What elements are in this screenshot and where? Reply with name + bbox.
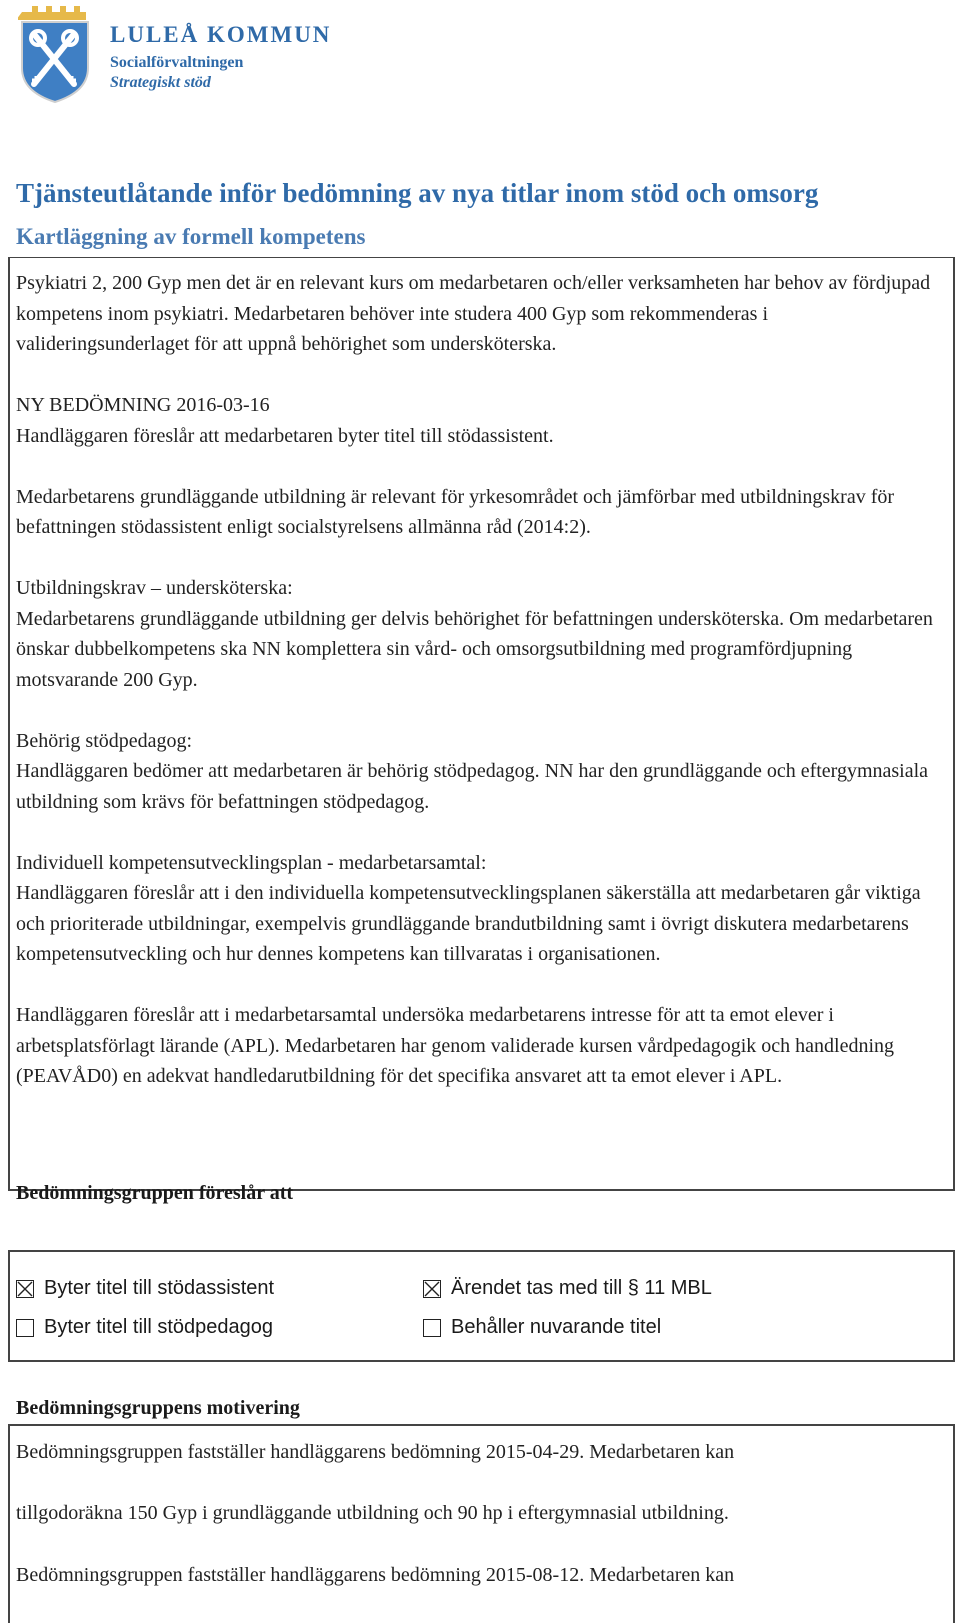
heading-training-requirements: Utbildningskrav – undersköterska: <box>16 577 293 599</box>
assessment-text <box>16 268 946 1122</box>
paragraph-relevance: Medarbetarens grundläggande utbildning är relevant för yrkesområdet och jämförbar med utbildningskrav för befattningen stödassistent enligt socialstyrelsens allmänna råd (2014:2). <box>16 485 895 538</box>
heading-development-plan: Individuell kompetensutvecklingsplan - medarbetarsamtal: <box>16 851 487 874</box>
motivation-line: Bedömningsgruppen fastställer handläggarens bedömning 2015-08-12. Medarbetaren kan <box>16 1564 735 1586</box>
option-keep-title[interactable] <box>423 1316 661 1339</box>
department-name: Socialförvaltningen <box>110 54 244 71</box>
motivation-heading: Bedömningsgruppens motivering <box>16 1397 300 1419</box>
proposal-checkbox-box <box>8 1250 955 1362</box>
document-title: Tjänsteutlåtande inför bedömning av nya titlar inom stöd och omsorg <box>16 178 819 208</box>
paragraph-qualified-pedagogue: Handläggaren bedömer att medarbetaren är behörig stödpedagog. NN har den grundläggande och eftergymnasiala utbildning som krävs för befattningen stödpedagog. <box>16 760 929 813</box>
option-label: Byter titel till stödassistent <box>44 1277 275 1299</box>
org-name: LULEÅ KOMMUN <box>110 22 332 47</box>
unit-name: Strategiskt stöd <box>110 74 211 91</box>
paragraph-development-plan: Handläggaren föreslår att i den individuella kompetensutvecklingsplanen säkerställa att medarbetaren går viktiga och prioriterade utbildningar, exempelvis grundläggande brandutbildning samt i övrigt diskutera medarbetarens kompetensutveckling och hur dennes kompetens kan tillvaratas i organisationen. <box>16 882 921 965</box>
option-label: Byter titel till stödpedagog <box>44 1316 274 1338</box>
organization-header <box>110 22 331 92</box>
checkbox-checked-icon[interactable] <box>423 1280 441 1298</box>
paragraph-proposal: Handläggaren föreslår att medarbetaren byter titel till stödassistent. <box>16 424 554 447</box>
option-mbl[interactable] <box>423 1277 712 1300</box>
paragraph-nurse-assistant: Medarbetarens grundläggande utbildning ger delvis behörighet för befattningen undersköterska. Om medarbetaren önskar dubbelkompetens ska NN komplettera sin vård- och omsorgsutbildning med programfördjupning motsvarande 200 Gyp. <box>16 607 933 691</box>
proposal-heading: Bedömningsgruppen föreslår att <box>16 1182 294 1204</box>
paragraph-psychiatry: Psykiatri 2, 200 Gyp men det är en relevant kurs om medarbetaren och/eller verksamheten har behov av fördjupad kompetens inom psykiatri. Medarbetaren behöver inte studera 400 Gyp som rekommenderas i valideringsunderlaget för att uppnå behörighet som undersköterska. <box>16 272 931 355</box>
option-stodpedagog[interactable] <box>16 1316 273 1339</box>
checkbox-unchecked-icon[interactable] <box>423 1319 441 1337</box>
checkbox-unchecked-icon[interactable] <box>16 1319 34 1337</box>
option-label: Behåller nuvarande titel <box>451 1316 662 1338</box>
option-label: Ärendet tas med till § 11 MBL <box>451 1277 712 1299</box>
new-assessment-date: NY BEDÖMNING 2016-03-16 <box>16 394 270 416</box>
paragraph-apl: Handläggaren föreslår att i medarbetarsamtal undersöka medarbetarens intresse för att ta emot elever i arbetsplatsförlagt lärande (APL). Medarbetaren har genom validerade kursen vårdpedagogik och handledning (PEAVÅD0) en adekvat handledarutbildning för det specifika ansvaret att ta emot elever i APL. <box>16 1004 894 1087</box>
motivation-line: tillgodoräkna 150 Gyp i grundläggande utbildning och 90 hp i eftergymnasial utbildning. <box>16 1502 729 1524</box>
municipality-coat-of-arms-logo <box>18 4 90 104</box>
heading-qualified-pedagogue: Behörig stödpedagog: <box>16 729 193 752</box>
checkbox-checked-icon[interactable] <box>16 1280 34 1298</box>
motivation-line: Bedömningsgruppen fastställer handläggarens bedömning 2015-04-29. Medarbetaren kan <box>16 1441 735 1463</box>
option-stodassistent[interactable] <box>16 1277 274 1300</box>
document-subtitle: Kartläggning av formell kompetens <box>16 224 366 249</box>
